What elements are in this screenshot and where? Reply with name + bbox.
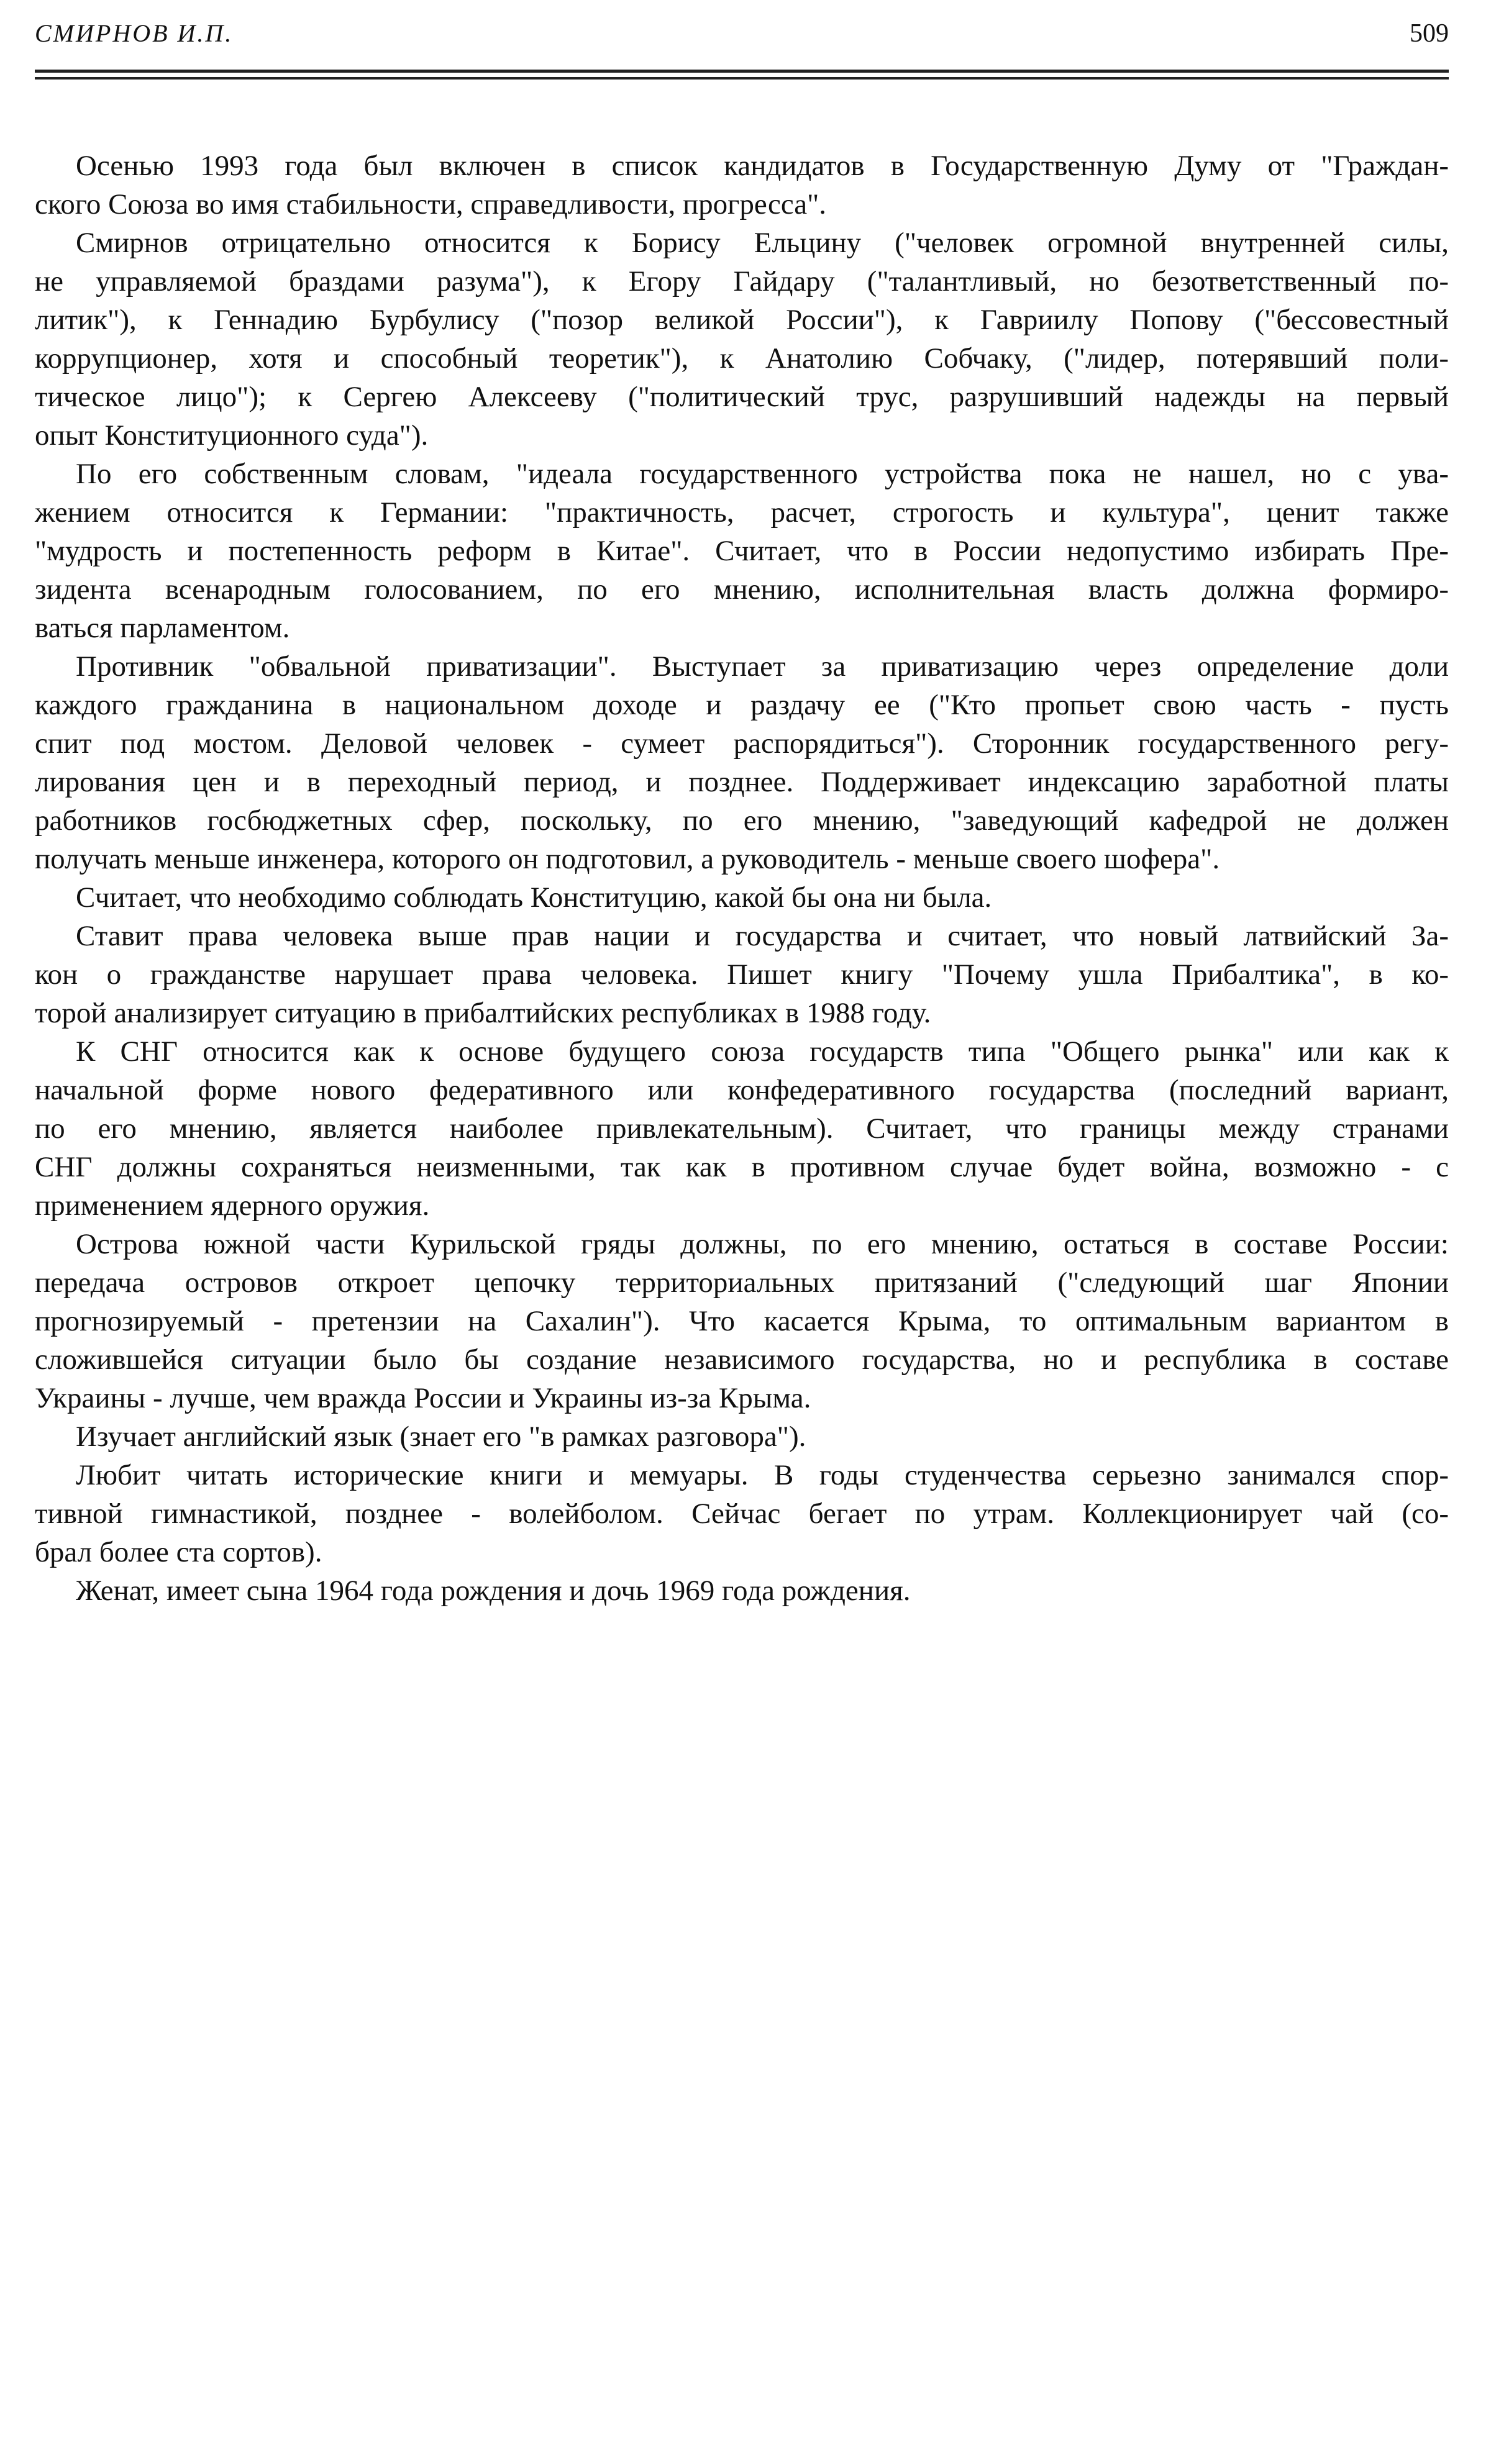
- text-line: Осенью 1993 года был включен в список кандидатов в Государственную Думу от "Граждан-: [76, 150, 1449, 182]
- text-line: ского Союза во имя стабильности, справедливости, прогресса".: [35, 188, 827, 220]
- paragraph: [35, 1456, 1449, 1571]
- text-line: торой анализирует ситуацию в прибалтийских республиках в 1988 году.: [35, 997, 931, 1029]
- text-line: передача островов откроет цепочку территориальных притязаний ("следующий шаг Японии: [35, 1266, 1449, 1299]
- text-line: опыт Конституционного суда").: [35, 419, 429, 452]
- text-line: начальной форме нового федеративного или конфедеративного государства (последний вариант,: [35, 1074, 1449, 1106]
- text-line: Смирнов отрицательно относится к Борису Ельцину ("человек огромной внутренней силы,: [76, 227, 1449, 259]
- paragraph: [35, 147, 1449, 224]
- text-line: Противник "обвальной приватизации". Выступает за приватизацию через определение доли: [76, 650, 1449, 683]
- text-line: не управляемой браздами разума"), к Егору Гайдару ("талантливый, но безответственный по-: [35, 265, 1449, 298]
- text-line: ваться парламентом.: [35, 612, 290, 644]
- paragraph: [35, 1571, 1449, 1610]
- text-line: работников госбюджетных сфер, поскольку, по его мнению, "заведующий кафедрой не должен: [35, 804, 1449, 837]
- paragraph: [35, 647, 1449, 878]
- text-line: СНГ должны сохраняться неизменными, так как в противном случае будет война, возможно - с: [35, 1151, 1449, 1183]
- paragraph: [35, 917, 1449, 1032]
- text-line: Любит читать исторические книги и мемуары. В годы студенчества серьезно занимался спор-: [76, 1459, 1449, 1491]
- page-header: [35, 19, 1449, 56]
- paragraph: [35, 1032, 1449, 1225]
- text-line: Считает, что необходимо соблюдать Конституцию, какой бы она ни была.: [76, 881, 992, 914]
- text-line: прогнозируемый - претензии на Сахалин"). Что касается Крыма, то оптимальным вариантом в: [35, 1305, 1449, 1337]
- text-line: Ставит права человека выше прав нации и государства и считает, что новый латвийский За-: [76, 920, 1449, 952]
- text-line: тивной гимнастикой, позднее - волейболом. Сейчас бегает по утрам. Коллекционирует чай (со-: [35, 1498, 1449, 1530]
- text-line: по его мнению, является наиболее привлекательным). Считает, что границы между странами: [35, 1112, 1449, 1145]
- text-line: брал более ста сортов).: [35, 1536, 322, 1568]
- header-rule-bottom: [35, 77, 1449, 80]
- text-line: каждого гражданина в национальном доходе и раздачу ее ("Кто пропьет свою часть - пусть: [35, 689, 1449, 721]
- text-line: получать меньше инженера, которого он подготовил, а руководитель - меньше своего шофера".: [35, 843, 1220, 875]
- text-line: литик"), к Геннадию Бурбулису ("позор великой России"), к Гавриилу Попову ("бессовестный: [35, 304, 1449, 336]
- text-line: применением ядерного оружия.: [35, 1189, 430, 1222]
- paragraph: [35, 224, 1449, 455]
- text-line: тическое лицо"); к Сергею Алексееву ("политический трус, разрушивший надежды на первый: [35, 381, 1449, 413]
- paragraph: [35, 878, 1449, 917]
- text-line: коррупционер, хотя и способный теоретик"), к Анатолию Собчаку, ("лидер, потерявший поли-: [35, 342, 1449, 375]
- paragraph: [35, 1417, 1449, 1456]
- text-line: жением относится к Германии: "практичность, расчет, строгость и культура", ценит также: [35, 496, 1449, 529]
- text-line: К СНГ относится как к основе будущего союза государств типа "Общего рынка" или как к: [76, 1035, 1449, 1068]
- text-line: Изучает английский язык (знает его "в рамках разговора").: [76, 1421, 806, 1453]
- text-line: зидента всенародным голосованием, по его мнению, исполнительная власть должна формиро-: [35, 573, 1449, 606]
- paragraph: [35, 455, 1449, 647]
- header-rule-top: [35, 70, 1449, 73]
- text-line: Женат, имеет сына 1964 года рождения и дочь 1969 года рождения.: [76, 1575, 911, 1607]
- text-line: Острова южной части Курильской гряды должны, по его мнению, остаться в составе России:: [76, 1228, 1449, 1260]
- page-number: 509: [1410, 19, 1449, 48]
- text-line: кон о гражданстве нарушает права человека. Пишет книгу "Почему ушла Прибалтика", в ко-: [35, 958, 1449, 991]
- paragraph: [35, 1225, 1449, 1417]
- text-line: "мудрость и постепенность реформ в Китае". Считает, что в России недопустимо избирать Пре-: [35, 535, 1449, 567]
- text-line: спит под мостом. Деловой человек - сумеет распорядиться"). Сторонник государственного регу-: [35, 727, 1449, 760]
- text-line: Украины - лучше, чем вражда России и Украины из-за Крыма.: [35, 1382, 811, 1414]
- text-line: лирования цен и в переходный период, и позднее. Поддерживает индексацию заработной платы: [35, 766, 1449, 798]
- body-text: [35, 147, 1449, 1610]
- text-line: По его собственным словам, "идеала государственного устройства пока не нашел, но с ува-: [76, 458, 1449, 490]
- text-line: сложившейся ситуации было бы создание независимого государства, но и республика в составе: [35, 1343, 1449, 1376]
- running-title: СМИРНОВ И.П.: [35, 19, 234, 47]
